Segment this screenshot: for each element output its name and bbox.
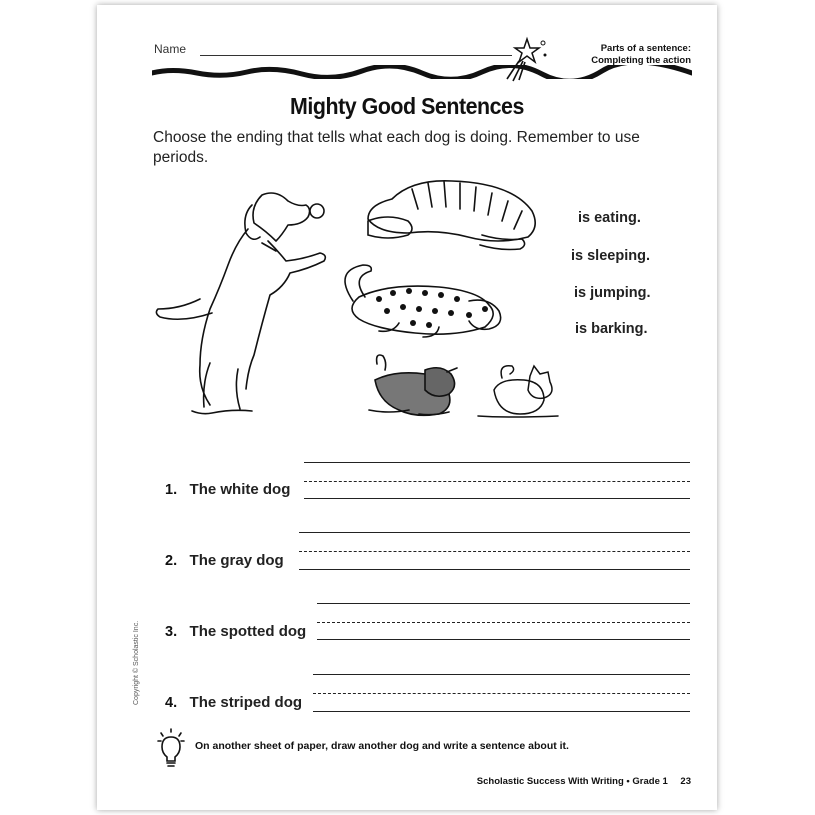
question-row (165, 481, 290, 499)
topic-line-2: Completing the action (591, 55, 691, 66)
question-row (165, 552, 284, 570)
page-number: 23 (680, 776, 691, 787)
name-line (200, 55, 512, 56)
book-title: Scholastic Success With Writing • Grade 1 (476, 776, 668, 787)
question-number: 1. (165, 482, 178, 498)
spotted-dog-illustration (329, 257, 519, 342)
page-footer (477, 776, 691, 787)
copyright-notice: Copyright © Scholastic Inc. (133, 620, 140, 705)
answer-line[interactable] (313, 711, 690, 712)
ending-option: is sleeping. (571, 248, 650, 264)
lightbulb-icon (157, 727, 185, 769)
instructions: Choose the ending that tells what each dog is doing. Remember to use periods. (153, 129, 640, 166)
topic-line-1: Parts of a sentence: (600, 43, 691, 54)
writing-guide-line (299, 532, 690, 533)
writing-mid-line (317, 622, 690, 623)
writing-guide-line (313, 674, 690, 675)
question-text: The white dog (189, 481, 291, 498)
striped-dog-illustration (362, 175, 542, 255)
answer-line[interactable] (304, 498, 690, 499)
writing-mid-line (304, 481, 690, 482)
question-text: The spotted dog (189, 623, 307, 640)
page-title: Mighty Good Sentences (290, 93, 524, 119)
name-label: Name (154, 42, 187, 56)
white-dog-illustration (152, 183, 337, 423)
cat-illustration (472, 360, 572, 425)
writing-guide-line (304, 462, 690, 463)
answer-line[interactable] (299, 569, 690, 570)
writing-guide-line (317, 603, 690, 604)
ending-option: is jumping. (574, 285, 651, 301)
topic-label (591, 43, 691, 67)
question-text: The striped dog (189, 694, 303, 711)
header-divider (152, 65, 692, 79)
question-number: 3. (165, 624, 178, 640)
question-number: 2. (165, 553, 178, 569)
gray-dog-illustration (359, 350, 469, 425)
ending-option: is barking. (575, 321, 648, 337)
writing-mid-line (313, 693, 690, 694)
question-number: 4. (165, 695, 178, 711)
ending-option: is eating. (578, 210, 641, 226)
question-text: The gray dog (189, 552, 284, 569)
question-row (165, 694, 302, 712)
worksheet-page (97, 5, 717, 810)
answer-line[interactable] (317, 639, 690, 640)
tip-text: On another sheet of paper, draw another dog and write a sentence about it. (195, 740, 569, 752)
writing-mid-line (299, 551, 690, 552)
question-row (165, 623, 306, 641)
